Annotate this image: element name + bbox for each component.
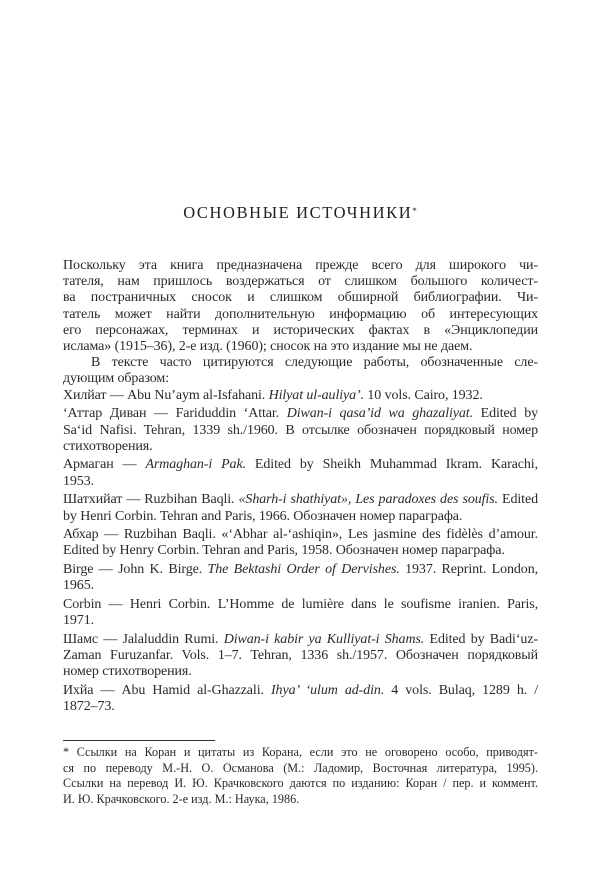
text-line [63,339,538,355]
footnote [63,745,538,807]
text-line [63,457,538,473]
text-line [63,664,538,680]
italic-title: Hilyat ul-auliya’. [268,387,364,403]
text-line [63,474,538,490]
text-segment: стихотворения. [63,438,153,454]
italic-title: Armaghan-i Pak. [145,457,246,473]
text-segment: Birge — John K. Birge. [63,562,208,578]
text-segment: by Henri Corbin. Tehran and Paris, 1966. Обозначен номер параграфа. [63,508,463,524]
text-segment: номер стихотворения. [63,664,192,680]
text-line [63,543,538,559]
text-segment: татель может найти дополнительную информацию об интересующих [63,306,538,322]
source-entry [63,683,538,715]
sources-list [63,388,538,716]
text-segment: 10 vols. Cairo, 1932. [364,387,483,403]
text-segment: дующим образом: [63,371,169,387]
text-line [63,632,538,648]
text-segment: его персонажах, терминах и исторических фактах в «Энциклопедии [63,322,538,338]
source-entry [63,457,538,489]
text-line [63,492,538,508]
text-segment: Ссылки на перевод И. Ю. Крачковского даются по изданию: Коран / пер. и коммент. [63,776,538,791]
text-segment: Sa‘id Nafisi. Tehran, 1339 sh./1960. В отсылке обозначен порядковый номер [63,422,538,438]
text-segment: 1971. [63,613,95,629]
italic-title: «Sharh-i shathiyat», Les paradoxes des soufis. [238,492,498,508]
text-line [63,290,538,306]
text-segment: Edited [497,492,538,508]
text-line [63,648,538,664]
text-segment: Edited by Badi‘uz- [424,631,538,647]
text-segment: Edited by Sheikh Muhammad Ikram. Karachi, [245,457,538,473]
text-segment: 1953. [63,473,95,489]
text-line [63,699,538,715]
text-segment: ва постраничных сносок и слишком обширной библиографии. Чи- [63,290,538,306]
text-segment: Edited by Henry Corbin. Tehran and Paris, 1958. Обозначен номер параграфа. [63,543,505,559]
source-entry [63,406,538,455]
text-line [63,439,538,455]
text-segment: Zaman Furuzanfar. Vols. 1–7. Tehran, 1336 sh./1957. Обозначен порядковый [63,648,538,664]
italic-title: Diwan-i kabir ya Kulliyat-i Shams. [223,631,425,647]
text-line [63,323,538,339]
italic-title: Diwan-i qasa’id wa ghazaliyat. [286,406,473,422]
text-segment: Армаган — [63,457,146,473]
text-segment: ислама» (1915–36), 2-е изд. (1960); сноcок на это издание мы не даем. [63,339,473,355]
text-line [63,371,538,387]
page-title [0,203,600,223]
text-segment: 4 vols. Bulaq, 1289 h. / [384,683,538,699]
text-segment: ся по переводу М.-Н. О. Османова (М.: Ладомир, Восточная литература, 1995). [63,760,538,775]
text-line [63,776,538,792]
source-entry [63,632,538,681]
text-segment: 1872–73. [63,699,115,715]
text-line [63,307,538,323]
text-segment: тателя, нам пришлось воздержаться от слишком большого количест- [63,274,538,290]
text-segment: Ихйа — Abu Hamid al-Ghazzali. [63,683,271,699]
text-line [63,406,538,422]
text-segment: ‘Аттар Диван — Fariduddin ‘Attar. [63,406,287,422]
text-segment: Шамс — Jalaluddin Rumi. [63,631,224,647]
text-line [63,562,538,578]
paragraph [63,258,538,355]
intro-paragraphs [63,258,538,388]
text-segment: Шатхийат — Ruzbihan Baqli. [63,492,239,508]
text-line [63,578,538,594]
paragraph [63,355,538,387]
italic-title: The Bektashi Order of Dervishes. [207,562,400,578]
text-line [63,792,538,808]
source-entry [63,388,538,404]
text-segment: 1965. [63,578,95,594]
text-line [63,258,538,274]
text-segment: В тексте часто цитируются следующие работы, обозначенные сле- [91,355,538,371]
text-line [63,274,538,290]
footnote-text [63,745,538,807]
text-line [63,761,538,777]
source-entry [63,562,538,594]
footnote-divider [63,740,215,741]
text-segment: Абхар — Ruzbihan Baqli. «‘Abhar al-‘ashiqin», Les jasmine des fidèlès d’amour. [63,527,538,543]
text-segment: 1937. Reprint. London, [399,562,538,578]
main-text [63,258,538,715]
text-segment: Хилйат — Abu Nu’aym al-Isfahani. [63,387,269,403]
text-segment: И. Ю. Крачковского. 2-е изд. М.: Наука, 1986. [63,791,300,806]
title-text: ОСНОВНЫЕ ИСТОЧНИКИ [183,203,413,222]
text-line [63,388,538,404]
text-line [63,597,538,613]
text-line [63,509,538,525]
source-entry [63,527,538,559]
text-line [63,613,538,629]
text-line [63,355,538,371]
text-line [63,745,538,761]
footnote-marker: * [412,206,417,216]
text-segment: Corbin — Henri Corbin. L’Homme de lumière dans le soufisme iranien. Paris, [63,597,538,613]
source-entry [63,492,538,524]
source-entry [63,597,538,629]
text-line [63,683,538,699]
text-line [63,423,538,439]
text-segment: * Ссылки на Коран и цитаты из Корана, если это не оговорено особо, приводят- [63,745,538,759]
text-segment: Edited by [473,406,539,422]
italic-title: Ihya’ ‘ulum ad-din. [271,683,385,699]
text-segment: Поскольку эта книга предназначена прежде всего для широкого чи- [63,258,538,273]
text-line [63,527,538,543]
